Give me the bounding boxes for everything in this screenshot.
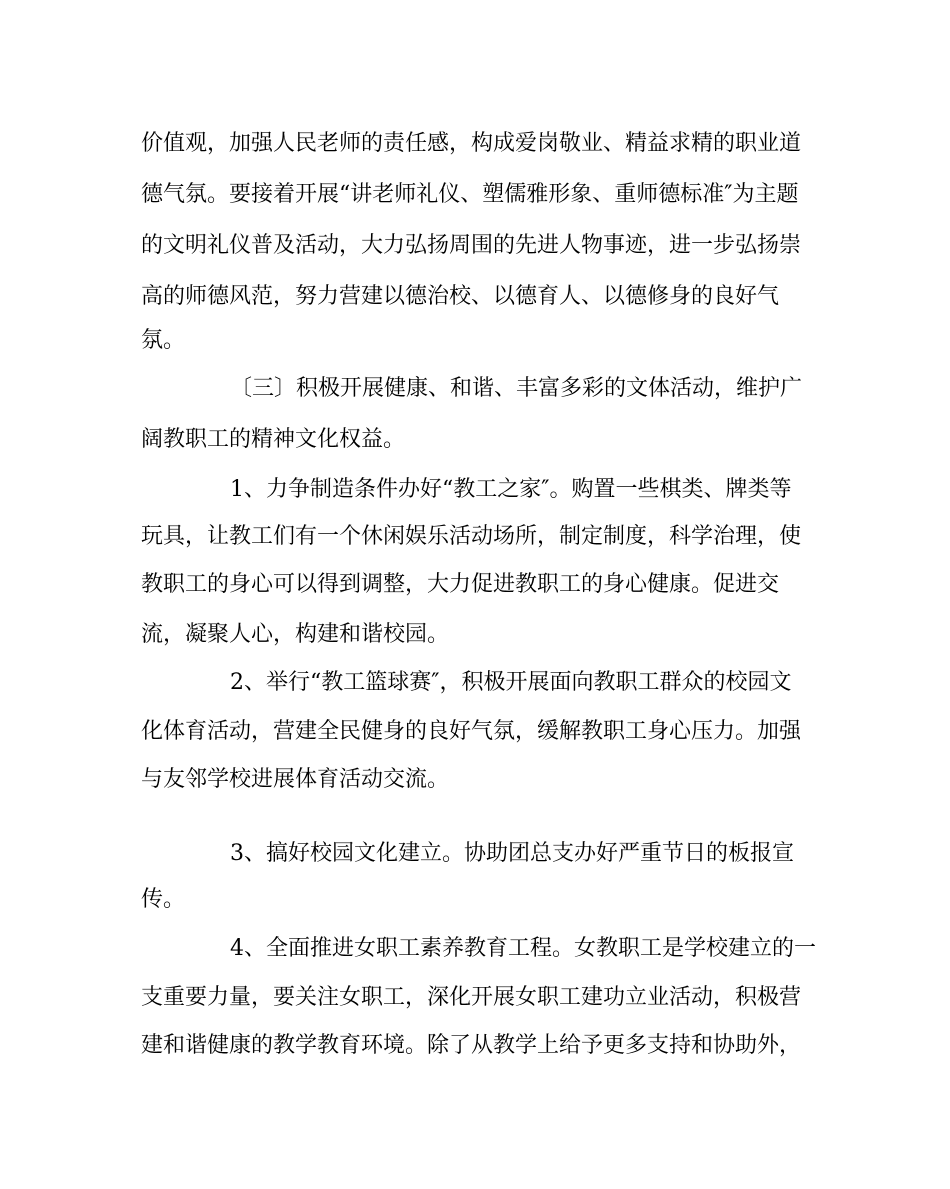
list-item-1-line: 1、力争制造条件办好“教工之家″。购置一些棋类、牌类等 [230, 477, 792, 502]
list-item-4-line: 4、全面推进女职工素养教育工程。女教职工是学校建立的一 [230, 936, 816, 961]
paragraph-line: 价值观，加强人民老师的责任感，构成爱岗敬业、精益求精的职业道 [141, 131, 802, 156]
section-heading-line: 〔三〕积极开展健康、和谐、丰富多彩的文体活动，维护广 [230, 376, 803, 401]
paragraph-line: 与友邻学校进展体育活动交流。 [141, 767, 450, 792]
paragraph-line: 阔教职工的精神文化权益。 [141, 427, 406, 452]
paragraph-line: 教职工的身心可以得到调整，大力促进教职工的身心健康。促进交 [141, 572, 780, 597]
paragraph-line: 的文明礼仪普及活动，大力弘扬周围的先进人物事迹，进一步弘扬崇 [141, 233, 802, 258]
paragraph-line: 高的师德风范，努力营建以德治校、以德育人、以德修身的良好气 [141, 284, 780, 309]
paragraph-line: 支重要力量，要关注女职工，深化开展女职工建功立业活动，积极营 [141, 985, 802, 1010]
paragraph-line: 化体育活动，营建全民健身的良好气氛，缓解教职工身心压力。加强 [141, 719, 802, 744]
paragraph-line: 德气氛。要接着开展“讲老师礼仪、塑儒雅形象、重师德标准″为主题 [141, 182, 799, 207]
paragraph-line: 玩具，让教工们有一个休闲娱乐活动场所，制定制度，科学治理，使 [141, 524, 802, 549]
list-item-2-line: 2、举行“教工篮球赛″，积极开展面向教职工群众的校园文 [230, 670, 792, 695]
list-item-3-line: 3、搞好校园文化建立。协助团总支办好严重节日的板报宣 [230, 841, 794, 866]
paragraph-line: 流，凝聚人心，构建和谐校园。 [141, 622, 450, 647]
paragraph-line: 传。 [141, 887, 186, 912]
paragraph-line: 氛。 [141, 328, 186, 353]
paragraph-line: 建和谐健康的教学教育环境。除了从教学上给予更多支持和协助外， [141, 1033, 802, 1058]
